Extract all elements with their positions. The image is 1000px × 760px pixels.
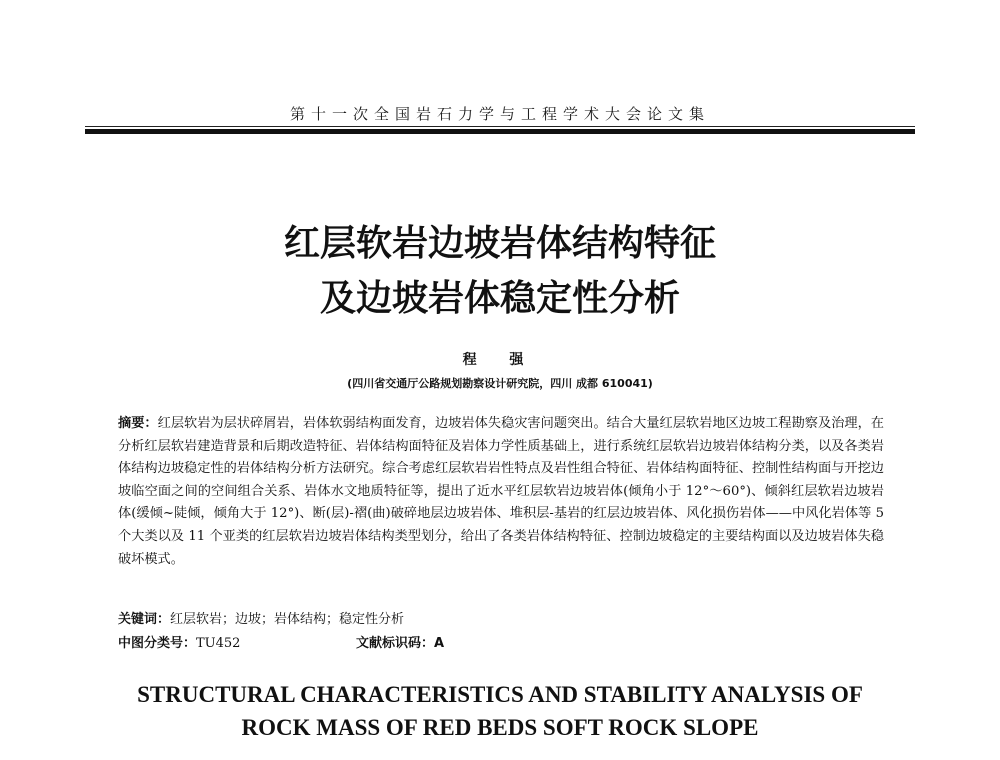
abstract-label: 摘要： [118, 416, 158, 431]
keywords [118, 610, 884, 630]
english-title-line-1: STRUCTURAL CHARACTERISTICS AND STABILITY ANALYSIS OF [137, 682, 863, 707]
paper-title-line-2: 及边坡岩体稳定性分析 [319, 278, 680, 319]
author-affiliation: (四川省交通厅公路规划勘察设计研究院，四川 成都 610041) [347, 377, 653, 390]
abstract-text: 红层软岩为层状碎屑岩，岩体软弱结构面发育，边坡岩体失稳灾害问题突出。结合大量红层软岩地区边坡工程勘察及治理，在分析红层软岩建造背景和后期改造特征、岩体结构面特征及岩体力学性质基础上，进行系统红层软岩边坡岩体结构分类，以及各类岩体结构边坡稳定性的岩体结构分析方法研究。综合考虑红层软岩岩性特点及岩性组合特征、岩体结构面特征、控制性结构面与开挖边坡临空面之间的空间组合关系、岩体水文地质特征等，提出了近水平红层软岩边坡岩体(倾角小于 12°～60°)、倾斜红层软岩边坡岩体(缓倾~陡倾，倾角大于 12°)、断(层)-褶(曲)破碎地层边坡岩体、堆积层-基岩的红层边坡岩体、风化损伤岩体——中风化岩体等 5 个大类以及 11 个亚类的红层软岩边坡岩体结构类型划分，给出了各类岩体结构特征、控制边坡稳定的主要结构面以及边坡岩体失稳破坏模式。 [118, 416, 884, 567]
classification-line [118, 634, 884, 654]
classification-value: TU452 [196, 636, 241, 651]
document-code-label: 文献标识码： [356, 636, 435, 651]
running-head: 第十一次全国岩石力学与工程学术大会论文集 [289, 105, 710, 123]
document-code [356, 634, 444, 654]
classification-label: 中图分类号： [118, 636, 197, 651]
header-rule-thick [85, 129, 915, 134]
header-rule-thin [85, 126, 915, 127]
keywords-label: 关键词： [118, 612, 171, 627]
document-code-value: A [434, 636, 445, 651]
keywords-text: 红层软岩；边坡；岩体结构；稳定性分析 [170, 612, 405, 627]
english-title-line-2: ROCK MASS OF RED BEDS SOFT ROCK SLOPE [241, 715, 759, 740]
abstract [118, 413, 884, 571]
paper-title-line-1: 红层软岩边坡岩体结构特征 [283, 223, 716, 264]
author-name: 程 强 [462, 352, 538, 368]
